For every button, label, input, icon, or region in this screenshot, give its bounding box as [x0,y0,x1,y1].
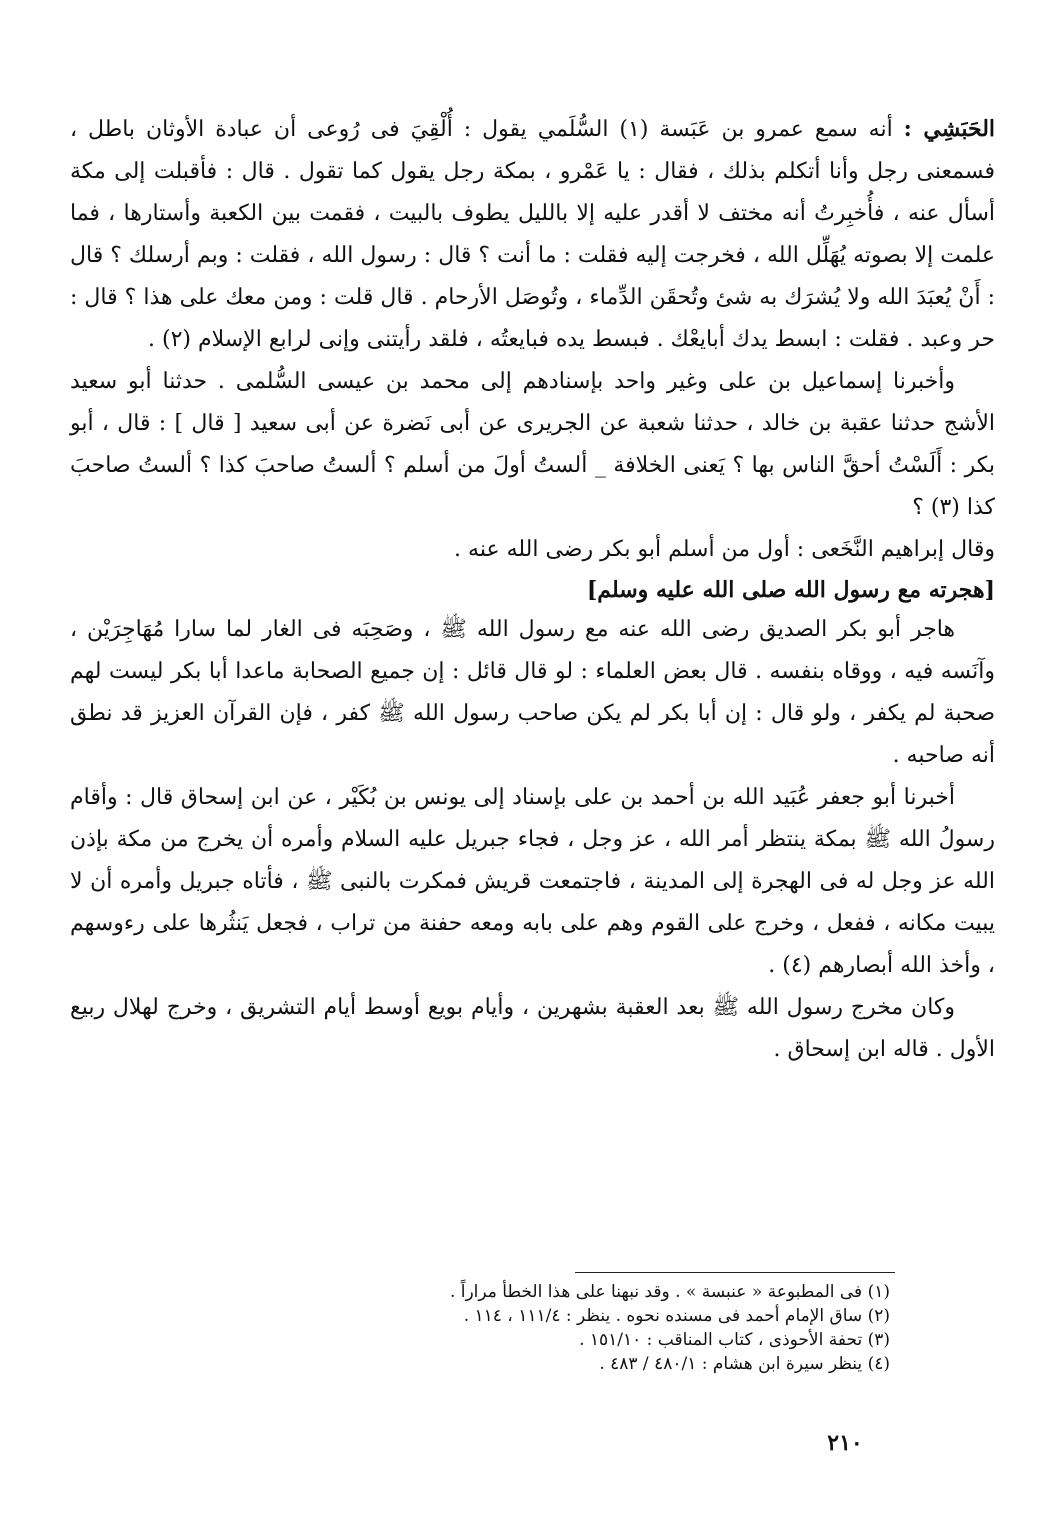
main-text-top [70,108,995,1071]
paragraph-isnad-abu-saeed: وأخبرنا إسماعيل بن على وغير واحد بإسنادهم إلى محمد بن عيسى السُّلمى . حدثنا أبو سعيد الأشج حدثنا عقبة بن خالد ، حدثنا شعبة عن الجريرى عن أبى نَضرة عن أبى سعيد [ قال ] : قال ، أبو بكر : أَلَسْتُ أحقَّ الناس بها ؟ يَعنى الخلافة _ ألستُ أولَ من أسلم ؟ ألستُ صاحبَ كذا ؟ ألستُ صاحبَ كذا (٣) ؟ [70,369,995,520]
footnote-4: (٤) ينظر سيرة ابن هشام : ٤٨٠/١ / ٤٨٣ . [599,1354,890,1374]
page-number: ٢١٠ [827,1430,863,1456]
paragraph-amr-ibn-abasa [70,108,995,361]
footnote-1: (١) فى المطبوعة « عنبسة » . وقد نبهنا على هذا الخطأ مراراً . [449,1282,890,1302]
footnote-3: (٣) تحفة الأحوذى ، كتاب المناقب : ١٥١/١٠ . [579,1330,890,1350]
paragraph-hijra: هاجر أبو بكر الصديق رضى الله عنه مع رسول الله ﷺ ، وصَحِبَه فى الغار لما سارا مُهَاجِرَيْن ، وآنَسه فيه ، ووقاه بنفسه . قال بعض العلماء : لو قال قائل : إن جميع الصحابة ماعدا أبا بكر ليست لهم صحبة لم يكفر ، ولو قال : إن أبا بكر لم يكن صاحب رسول الله ﷺ كفر ، فإن القرآن العزيز قد نطق أنه صاحبه . [70,617,995,768]
paragraph-lead-word: الحَبَشِي : [903,116,996,142]
section-heading: [هجرته مع رسول الله صلى الله عليه وسلم] [586,577,995,603]
footnote-2: (٢) ساق الإمام أحمد فى مسنده نحوه . ينظر : ١١١/٤ ، ١١٤ . [463,1306,890,1326]
paragraph-departure-date: وكان مخرج رسول الله ﷺ بعد العقبة بشهرين ، وأيام بويع أوسط أيام التشريق ، وخرج لهلال ربيع الأول . قاله ابن إسحاق . [70,995,995,1062]
nakhai-statement: وقال إبراهيم النَّخَعى : أول من أسلم أبو بكر رضى الله عنه . [454,537,995,562]
paragraph-body: أنه سمع عمرو بن عَبَسة (١) السُّلَمي يقول : أُلْقِيَ فى رُوعى أن عبادة الأوثان باطل ، فسمعنى رجل وأنا أتكلم بذلك ، فقال : يا عَمْرو ، بمكة رجل يقول كما تقول . قال : فأقبلت إلى مكة أسأل عنه ، فأُخبِرتُ أنه مختف لا أقدر عليه إلا بالليل يطوف بالبيت ، فقمت بين الكعبة وأستارها ، فما علمت إلا بصوته يُهَلِّل الله ، فخرجت إليه فقلت : ما أنت ؟ قال : رسول الله ، فقلت : وبم أرسلك ؟ قال : أَنْ يُعبَدَ الله ولا يُشرَك به شئ وتُحقَن الدِّماء ، وتُوصَل الأرحام . قال قلت : ومن معك على هذا ؟ قال : حر وعبد . فقلت : ابسط يدك أبايعْك . فبسط يده فبايعتُه ، فلقد رأيتنى وإنى لرابع الإسلام (٢) . [70,117,995,352]
footnote-separator [575,1272,895,1273]
footnotes [350,1280,890,1376]
paragraph-ibn-ishaq: أخبرنا أبو جعفر عُبَيد الله بن أحمد بن على بإسناد إلى يونس بن بُكَيْر ، عن ابن إسحاق قال : وأقام رسولُ الله ﷺ بمكة ينتظر أمر الله ، عز وجل ، فجاء جبريل عليه السلام وأمره أن يخرج من مكة بإذن الله عز وجل له فى الهجرة إلى المدينة ، فاجتمعت قريش فمكرت بالنبى ﷺ ، فأتاه جبريل وأمره أن لا يبيت مكانه ، ففعل ، وخرج على القوم وهم على بابه ومعه حفنة من تراب ، فجعل يَنثُرها على رءوسهم ، وأخذ الله أبصارهم (٤) . [70,785,995,978]
